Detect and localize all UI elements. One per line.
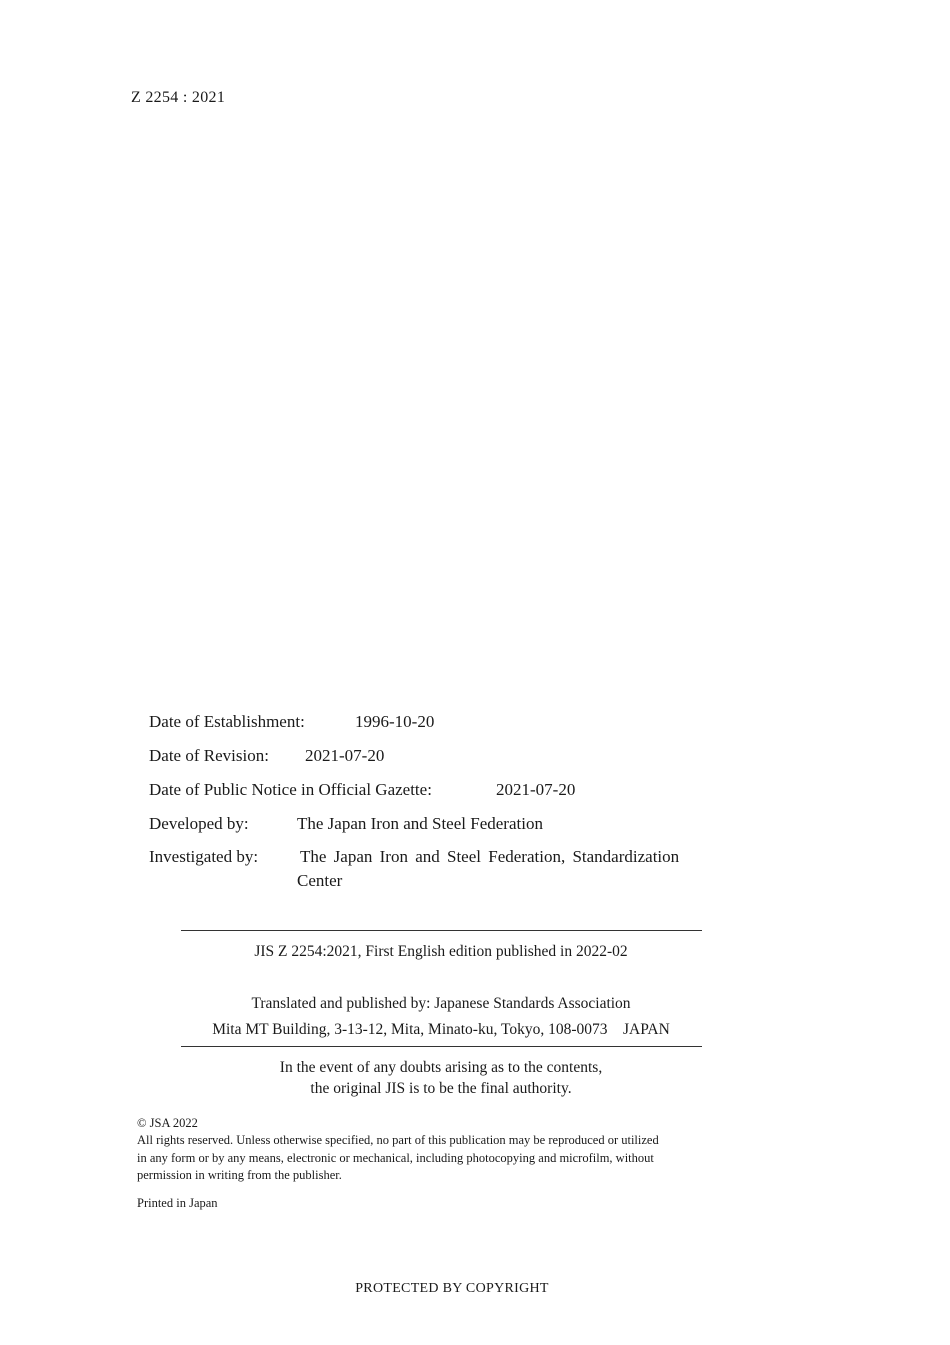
revision-row <box>149 746 385 766</box>
rights-line-1: All rights reserved. Unless otherwise specified, no part of this publication may be reproduced or utilized <box>137 1133 659 1147</box>
public-notice-value: 2021-07-20 <box>496 780 576 799</box>
divider-top <box>181 930 702 931</box>
developed-by-row <box>149 814 543 834</box>
publisher-address: Mita MT Building, 3-13-12, Mita, Minato-ku, Tokyo, 108-0073 JAPAN <box>212 1021 670 1038</box>
investigated-by-row <box>149 847 680 890</box>
copyright-notice: © JSA 2022 <box>137 1116 198 1130</box>
establishment-value: 1996-10-20 <box>355 712 435 731</box>
developed-by-value: The Japan Iron and Steel Federation <box>297 814 543 833</box>
standard-code: Z 2254 : 2021 <box>131 89 226 106</box>
establishment-label: Date of Establishment: <box>149 712 305 731</box>
rights-line-3: permission in writing from the publisher. <box>137 1168 342 1182</box>
rights-line-2: in any form or by any means, electronic or mechanical, including photocopying and microfilm, without <box>137 1151 654 1165</box>
authority-line-2: the original JIS is to be the final authority. <box>310 1080 572 1097</box>
authority-line-1: In the event of any doubts arising as to the contents, <box>279 1059 603 1076</box>
public-notice-row <box>149 780 576 800</box>
edition-note: JIS Z 2254:2021, First English edition published in 2022-02 <box>254 943 628 960</box>
revision-value: 2021-07-20 <box>305 746 385 765</box>
investigated-by-label: Investigated by: <box>149 847 259 866</box>
investigated-by-value-line1: The Japan Iron and Steel Federation, Standardization <box>300 847 680 866</box>
printed-in: Printed in Japan <box>137 1196 218 1210</box>
establishment-row <box>149 712 435 732</box>
revision-label: Date of Revision: <box>149 746 269 765</box>
protected-by-copyright: PROTECTED BY COPYRIGHT <box>355 1281 549 1296</box>
divider-bottom <box>181 1046 702 1047</box>
investigated-by-value-line2: Center <box>297 871 343 890</box>
public-notice-label: Date of Public Notice in Official Gazette: <box>149 780 432 799</box>
translated-by: Translated and published by: Japanese Standards Association <box>251 995 631 1012</box>
developed-by-label: Developed by: <box>149 814 249 833</box>
